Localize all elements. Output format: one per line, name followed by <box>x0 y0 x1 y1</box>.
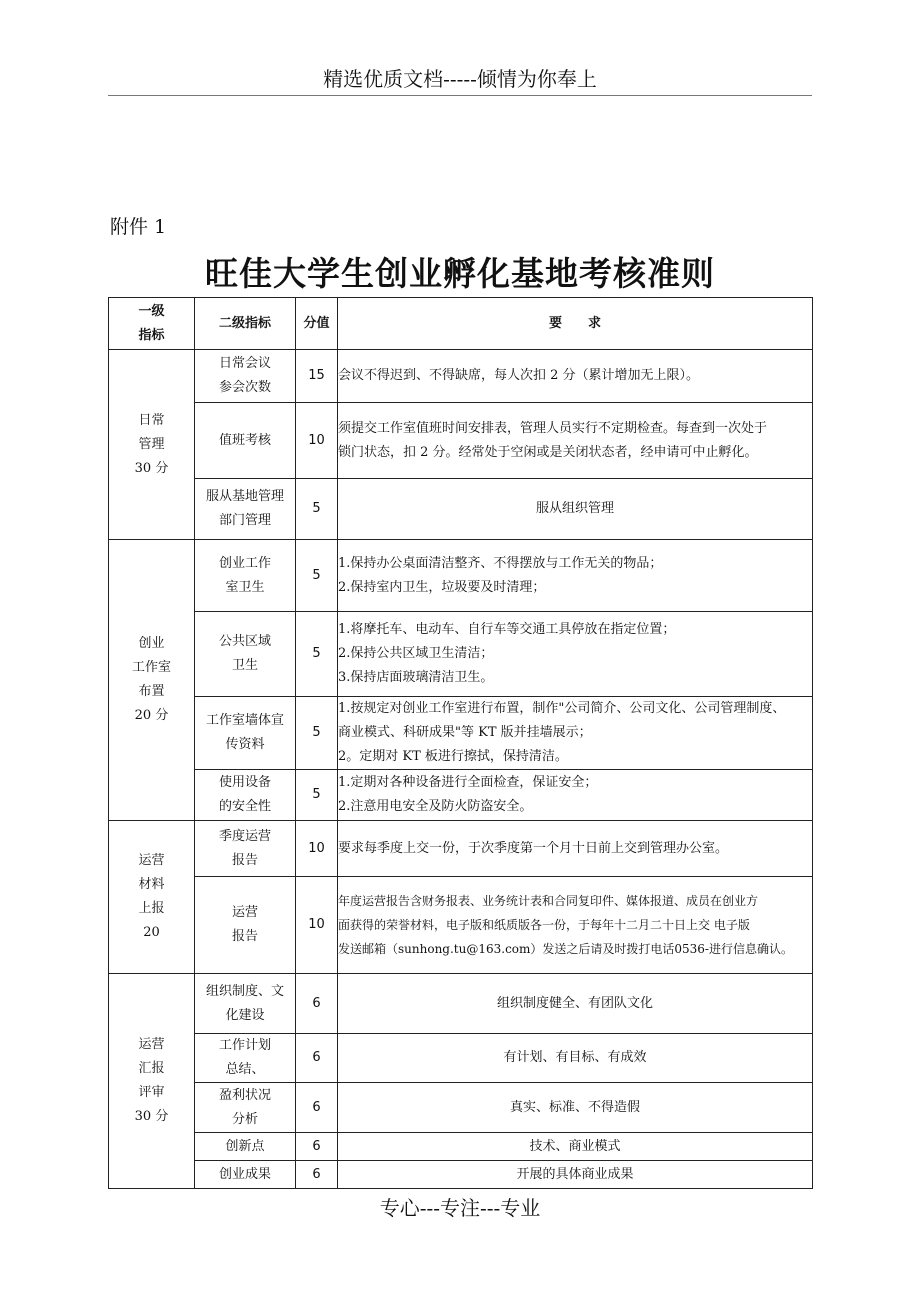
requirement-cell: 技术、商业模式 <box>338 1133 813 1161</box>
table-row <box>109 403 813 479</box>
score-cell: 6 <box>296 974 338 1034</box>
level2-cell: 运营 报告 <box>195 877 296 974</box>
table-header-row <box>109 298 813 350</box>
table-row <box>109 877 813 974</box>
level2-cell: 季度运营 报告 <box>195 821 296 877</box>
table-row <box>109 1133 813 1161</box>
level2-cell: 创业成果 <box>195 1161 296 1189</box>
level2-cell: 公共区域 卫生 <box>195 612 296 697</box>
table-row <box>109 697 813 770</box>
group-label: 运营 汇报 评审 30 分 <box>109 974 195 1189</box>
score-cell: 6 <box>296 1083 338 1133</box>
table-row <box>109 479 813 540</box>
level2-cell: 服从基地管理 部门管理 <box>195 479 296 540</box>
header-score: 分值 <box>296 298 338 350</box>
attachment-label: 附件 1 <box>110 216 167 238</box>
score-cell: 5 <box>296 612 338 697</box>
header-divider <box>108 95 812 96</box>
requirement-cell: 真实、标准、不得造假 <box>338 1083 813 1133</box>
level2-cell: 组织制度、文 化建设 <box>195 974 296 1034</box>
requirement-cell: 1.定期对各种设备进行全面检查，保证安全； 2.注意用电安全及防火防盗安全。 <box>338 770 813 821</box>
group-label: 运营 材料 上报 20 <box>109 821 195 974</box>
score-cell: 5 <box>296 479 338 540</box>
group-label: 日常 管理 30 分 <box>109 350 195 540</box>
requirement-cell: 会议不得迟到、不得缺席，每人次扣 2 分（累计增加无上限）。 <box>338 350 813 403</box>
requirement-cell: 年度运营报告含财务报表、业务统计表和合同复印件、媒体报道、成员在创业方 面获得的荣誉材料，电子版和纸质版各一份，于每年十二月二十日上交 电子版 发送邮箱（sunhong.tu@163.com）发送之后请及时拨打电话0536-进行信息确认。 <box>338 877 813 974</box>
requirement-cell: 服从组织管理 <box>338 479 813 540</box>
level2-cell: 盈利状况 分析 <box>195 1083 296 1133</box>
group-label: 创业 工作室 布置 20 分 <box>109 540 195 821</box>
requirement-cell: 1.按规定对创业工作室进行布置，制作"公司简介、公司文化、公司管理制度、 商业模式、科研成果"等 KT 版并挂墙展示； 2。定期对 KT 板进行擦拭，保持清洁。 <box>338 697 813 770</box>
table-row <box>109 350 813 403</box>
table-row <box>109 1034 813 1083</box>
table-row <box>109 540 813 612</box>
document-title: 旺佳大学生创业孵化基地考核准则 <box>205 254 715 293</box>
score-cell: 10 <box>296 403 338 479</box>
score-cell: 10 <box>296 821 338 877</box>
requirement-cell: 1.保持办公桌面清洁整齐、不得摆放与工作无关的物品； 2.保持室内卫生，垃圾要及时清理； <box>338 540 813 612</box>
table-row <box>109 1161 813 1189</box>
level2-cell: 工作室墙体宣 传资料 <box>195 697 296 770</box>
score-cell: 6 <box>296 1161 338 1189</box>
level2-cell: 创业工作 室卫生 <box>195 540 296 612</box>
header-level2: 二级指标 <box>195 298 296 350</box>
score-cell: 15 <box>296 350 338 403</box>
level2-cell: 工作计划 总结、 <box>195 1034 296 1083</box>
score-cell: 5 <box>296 697 338 770</box>
requirement-cell: 要求每季度上交一份，于次季度第一个月十日前上交到管理办公室。 <box>338 821 813 877</box>
table-row <box>109 974 813 1034</box>
requirement-cell: 组织制度健全、有团队文化 <box>338 974 813 1034</box>
page-footer: 专心---专注---专业 <box>379 1196 541 1220</box>
table-row <box>109 612 813 697</box>
table-row <box>109 1083 813 1133</box>
score-cell: 6 <box>296 1034 338 1083</box>
table-row <box>109 770 813 821</box>
level2-cell: 使用设备 的安全性 <box>195 770 296 821</box>
score-cell: 6 <box>296 1133 338 1161</box>
score-cell: 5 <box>296 540 338 612</box>
table-row <box>109 821 813 877</box>
page-header: 精选优质文档-----倾情为你奉上 <box>323 67 597 91</box>
level2-cell: 创新点 <box>195 1133 296 1161</box>
requirement-cell: 1.将摩托车、电动车、自行车等交通工具停放在指定位置； 2.保持公共区域卫生清洁； 3.保持店面玻璃清洁卫生。 <box>338 612 813 697</box>
requirement-cell: 有计划、有目标、有成效 <box>338 1034 813 1083</box>
assessment-table <box>108 297 813 1189</box>
requirement-cell: 须提交工作室值班时间安排表，管理人员实行不定期检查。每查到一次处于 锁门状态，扣 2 分。经常处于空闲或是关闭状态者，经申请可中止孵化。 <box>338 403 813 479</box>
level2-cell: 日常会议 参会次数 <box>195 350 296 403</box>
header-level1: 一级 指标 <box>109 298 195 350</box>
score-cell: 5 <box>296 770 338 821</box>
score-cell: 10 <box>296 877 338 974</box>
header-requirement: 要 求 <box>338 298 813 350</box>
level2-cell: 值班考核 <box>195 403 296 479</box>
requirement-cell: 开展的具体商业成果 <box>338 1161 813 1189</box>
